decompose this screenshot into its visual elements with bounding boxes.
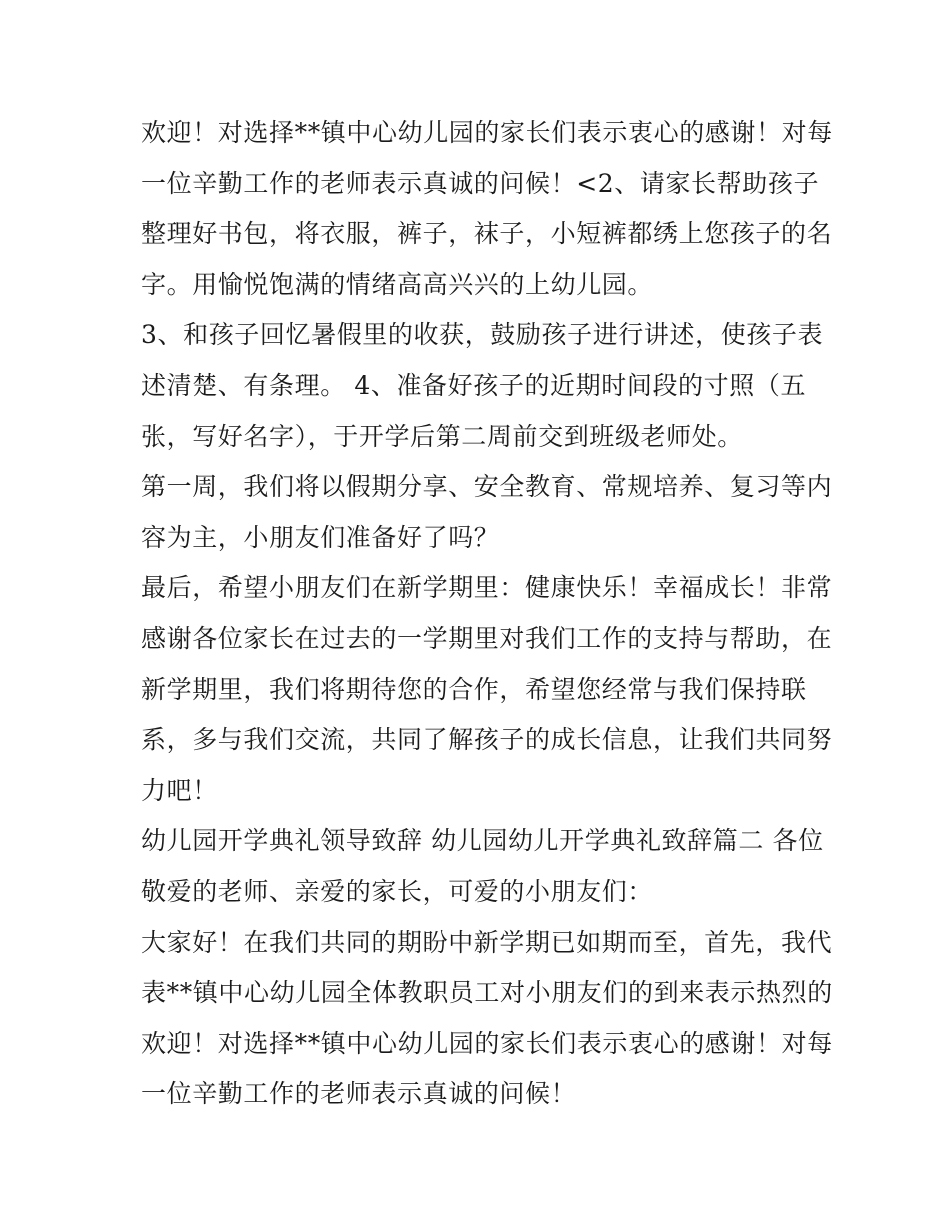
- text-line: 欢迎！对选择**镇中心幼儿园的家长们表示衷心的感谢！对每: [141, 1028, 833, 1058]
- text-line: 一位辛勤工作的老师表示真诚的问候！: [141, 1079, 577, 1109]
- text-line: 字。用愉悦饱满的情绪高高兴兴的上幼儿园。: [141, 269, 654, 299]
- text-line: 最后，希望小朋友们在新学期里：健康快乐！幸福成长！非常: [141, 573, 833, 603]
- text-line: 一位辛勤工作的老师表示真诚的问候！<2、请家长帮助孩子: [141, 168, 820, 198]
- text-line: 张，写好名字），于开学后第二周前交到班级老师处。: [141, 421, 743, 451]
- text-line: 感谢各位家长在过去的一学期里对我们工作的支持与帮助，在: [141, 623, 833, 653]
- document-body: [141, 108, 833, 1120]
- text-line: 3、和孩子回忆暑假里的收获，鼓励孩子进行讲述，使孩子表: [141, 320, 824, 350]
- text-line: 整理好书包，将衣服，裤子，袜子，小短裤都绣上您孩子的名: [141, 219, 833, 249]
- text-line: 容为主，小朋友们准备好了吗？: [141, 522, 500, 552]
- text-line: 系，多与我们交流，共同了解孩子的成长信息，让我们共同努: [141, 725, 833, 755]
- text-line: 力吧！: [141, 775, 218, 805]
- text-line: 大家好！在我们共同的期盼中新学期已如期而至，首先，我代: [141, 927, 833, 957]
- text-line: 新学期里，我们将期待您的合作，希望您经常与我们保持联: [141, 674, 807, 704]
- text-line: 述清楚、有条理。 4、准备好孩子的近期时间段的寸照（五: [141, 370, 807, 400]
- text-line: 表**镇中心幼儿园全体教职员工对小朋友们的到来表示热烈的: [141, 978, 833, 1008]
- text-line: 幼儿园开学典礼领导致辞 幼儿园幼儿开学典礼致辞篇二 各位: [141, 826, 824, 856]
- text-line: 第一周，我们将以假期分享、安全教育、常规培养、复习等内: [141, 472, 833, 502]
- text-line: 欢迎！对选择**镇中心幼儿园的家长们表示衷心的感谢！对每: [141, 118, 833, 147]
- text-line: 敬爱的老师、亲爱的家长，可爱的小朋友们：: [141, 876, 654, 906]
